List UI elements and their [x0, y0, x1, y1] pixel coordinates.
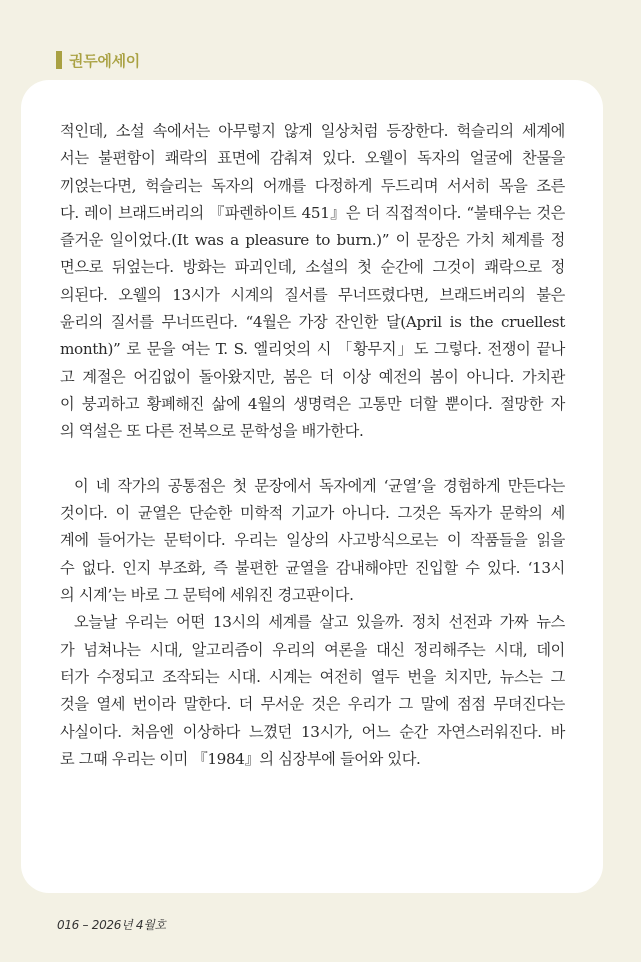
- article-paragraph-2: [60, 473, 565, 609]
- text-line: 즐거운 일이었다.(It was a pleasure to burn.)” 이 문장은 가치 체계를 정: [60, 231, 565, 250]
- text-line: 계에 들어가는 문턱이다. 우리는 일상의 사고방식으로는 이 작품들을 읽을: [60, 531, 565, 550]
- text-line: 서는 불편함이 쾌락의 표면에 감춰져 있다. 오웰이 독자의 얼굴에 찬물을: [60, 149, 565, 168]
- text-line: month)” 로 문을 여는 T. S. 엘리엇의 시 「황무지」도 그렇다. 전쟁이 끝나: [60, 340, 565, 359]
- paragraph-spacer: [60, 446, 565, 473]
- page-footer: 016 – 2026년 4월호: [57, 918, 166, 932]
- text-line: 끼얹는다면, 헉슬리는 독자의 어깨를 다정하게 두드리며 서서히 목을 조른: [60, 176, 565, 195]
- article-body: [60, 118, 565, 773]
- article-paragraph-1: [60, 118, 565, 446]
- article-paragraph-3: [60, 609, 565, 773]
- text-line: 이 네 작가의 공통점은 첫 문장에서 독자에게 ‘균열’을 경험하게 만든다는: [74, 476, 565, 495]
- text-line: 오늘날 우리는 어떤 13시의 세계를 살고 있을까. 정치 선전과 가짜 뉴스: [74, 613, 565, 632]
- text-line: 의 시계’는 바로 그 문턱에 세워진 경고판이다.: [60, 586, 354, 605]
- text-line: 터가 수정되고 조작되는 시대. 시계는 여전히 열두 번을 치지만, 뉴스는 그: [60, 667, 565, 686]
- section-accent-bar: [56, 51, 62, 69]
- text-line: 사실이다. 처음엔 이상하다 느꼈던 13시가, 어느 순간 자연스러워진다. 바: [60, 722, 565, 741]
- text-line: 면으로 뒤엎는다. 방화는 파괴인데, 소설의 첫 순간에 그것이 쾌락으로 정: [60, 258, 565, 277]
- text-line: 것이다. 이 균열은 단순한 미학적 기교가 아니다. 그것은 독자가 문학의 세: [60, 504, 565, 523]
- text-line: 것을 열세 번이라 말한다. 더 무서운 것은 우리가 그 말에 점점 무뎌진다는: [60, 695, 565, 714]
- text-line: 이 붕괴하고 황폐해진 삶에 4월의 생명력은 고통만 더할 뿐이다. 절망한 자: [60, 394, 565, 413]
- text-line: 적인데, 소설 속에서는 아무렇지 않게 일상처럼 등장한다. 헉슬리의 세계에: [60, 122, 565, 140]
- section-title: 권두에세이: [69, 51, 140, 70]
- text-line: 수 없다. 인지 부조화, 즉 불편한 균열을 감내해야만 진입할 수 있다. ‘13시: [60, 558, 565, 577]
- text-line: 의 역설은 또 다른 전복으로 문학성을 배가한다.: [60, 422, 364, 441]
- text-line: 윤리의 질서를 무너뜨린다. “4월은 가장 잔인한 달(April is the cruellest: [60, 313, 565, 332]
- text-line: 의된다. 오웰의 13시가 시계의 질서를 무너뜨렸다면, 브래드버리의 불은: [60, 285, 565, 304]
- text-line: 로 그때 우리는 이미 『1984』의 심장부에 들어와 있다.: [60, 749, 421, 768]
- section-header: [56, 49, 140, 71]
- text-line: 다. 레이 브래드버리의 『파렌하이트 451』은 더 직접적이다. “불태우는 것은: [60, 203, 565, 222]
- text-line: 고 계절은 어김없이 돌아왔지만, 봄은 더 이상 예전의 봄이 아니다. 가치관: [60, 367, 565, 386]
- text-line: 가 넘쳐나는 시대, 알고리즘이 우리의 여론을 대신 정리해주는 시대, 데이: [60, 640, 565, 659]
